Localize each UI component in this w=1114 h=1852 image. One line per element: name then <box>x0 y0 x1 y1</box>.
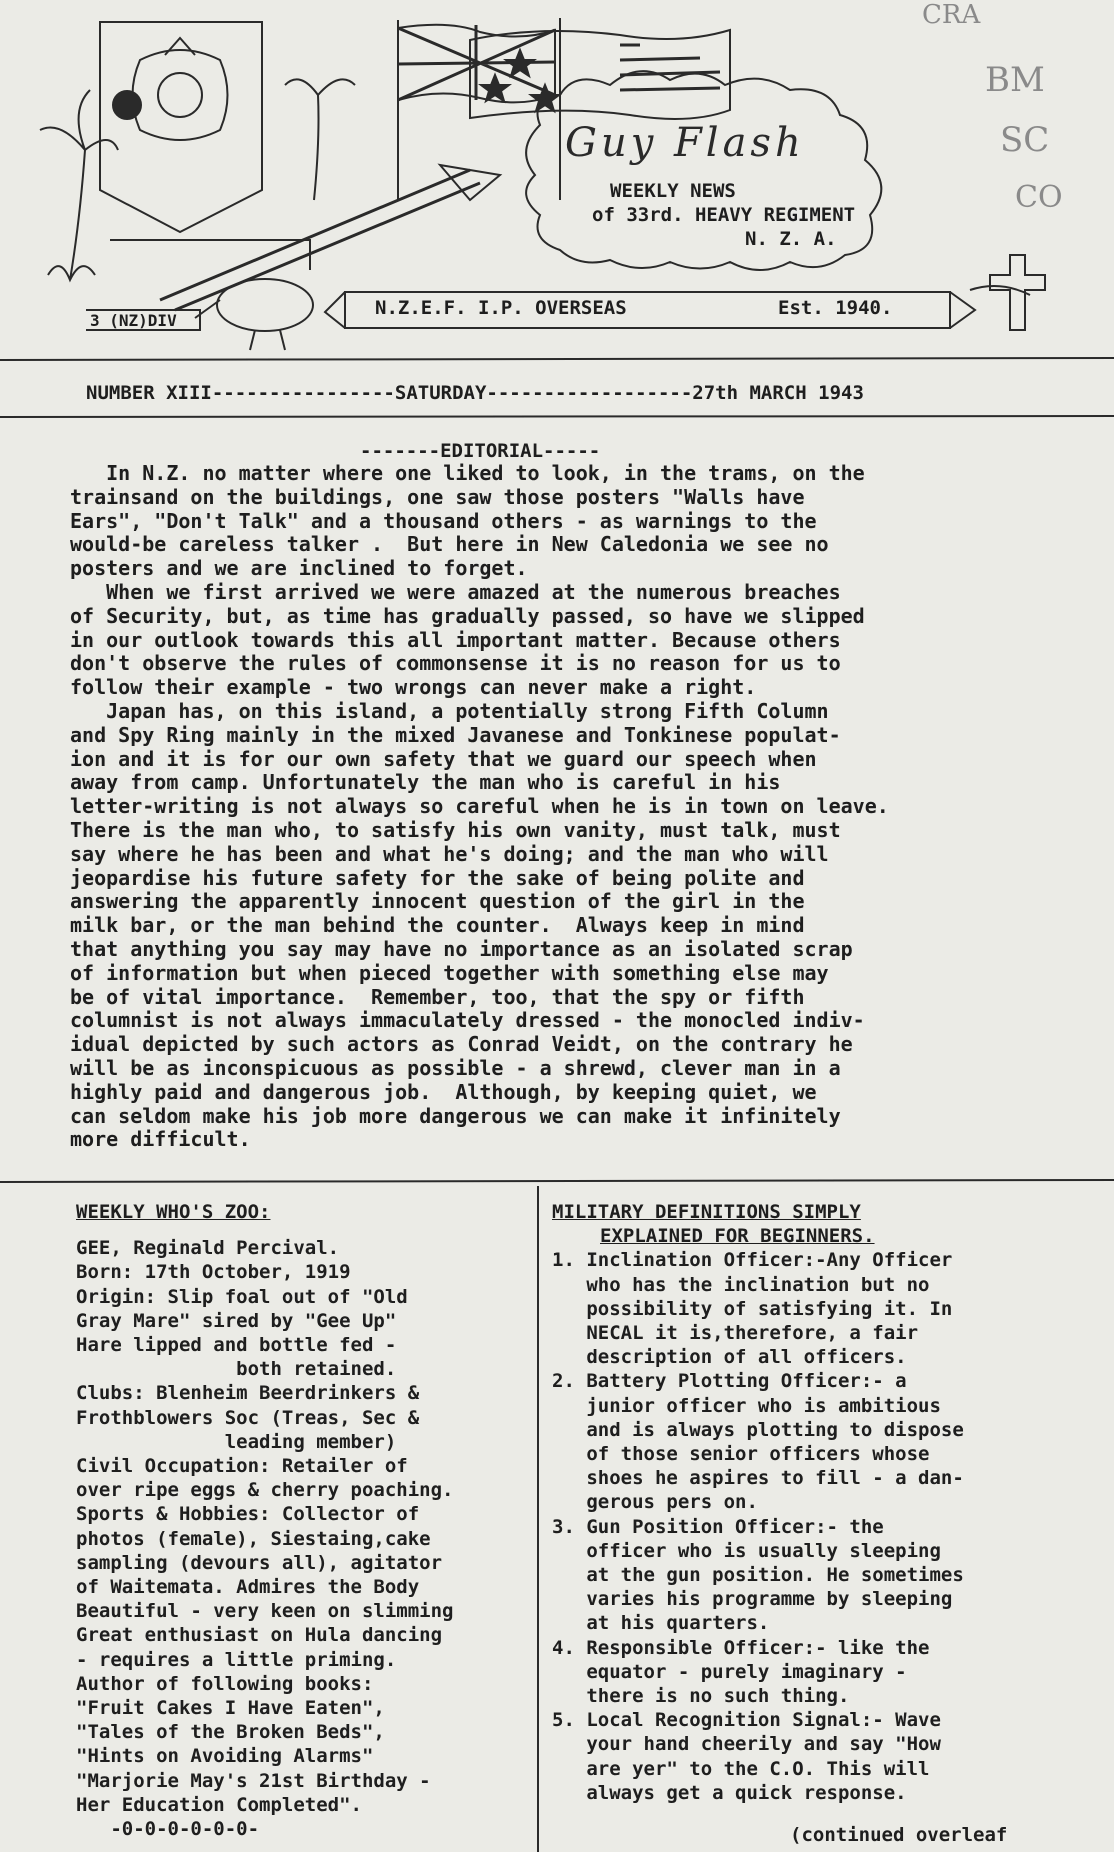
definition-line: 3. Gun Position Officer:- the <box>552 1515 884 1538</box>
editorial-line: and Spy Ring mainly in the mixed Javanese and Tonkinese populat- <box>70 722 841 747</box>
definition-line: equator - purely imaginary - <box>552 1660 907 1683</box>
editorial-line: in our outlook towards this all important matter. Because others <box>70 627 841 652</box>
editorial-line: away from camp. Unfortunately the man who is careful in his <box>70 770 781 795</box>
whos-zoo-line: Hare lipped and bottle fed - <box>76 1334 397 1357</box>
definition-line: 1. Inclination Officer:-Any Officer <box>552 1249 953 1272</box>
definition-line: your hand cheerily and say "How <box>552 1733 941 1756</box>
definition-line: NECAL it is,therefore, a fair <box>552 1322 919 1345</box>
whos-zoo-line: "Marjorie May's 21st Birthday - <box>76 1769 431 1792</box>
editorial-line: would-be careless talker . But here in New Caledonia we see no <box>70 532 829 557</box>
issue-number: NUMBER XIII <box>86 382 212 404</box>
editorial-line: be of vital importance. Remember, too, that the spy or fifth <box>70 984 805 1009</box>
whos-zoo-line: "Tales of the Broken Beds", <box>76 1721 385 1744</box>
whos-zoo-line: leading member) <box>76 1430 397 1453</box>
masthead-subtitle-weekly: WEEKLY NEWS <box>610 180 736 202</box>
whos-zoo-heading: WEEKLY WHO'S ZOO: <box>76 1201 271 1223</box>
editorial-line: follow their example - two wrongs can never make a right. <box>70 675 757 700</box>
editorial-line: jeopardise his future safety for the sake of being polite and <box>70 865 805 890</box>
definition-line: at the gun position. He sometimes <box>552 1564 964 1587</box>
whos-zoo-line: Beautiful - very keen on slimming <box>76 1600 454 1623</box>
editorial-body <box>70 462 1070 1152</box>
definition-line: officer who is usually sleeping <box>552 1539 941 1562</box>
editorial-line: letter-writing is not always so careful when he is in town on leave. <box>70 794 889 819</box>
definition-line: and is always plotting to dispose <box>552 1418 964 1441</box>
definitions-subheading: EXPLAINED FOR BEGINNERS. <box>600 1225 875 1248</box>
editorial-line: highly paid and dangerous job. Although, by keeping quiet, we <box>70 1079 817 1104</box>
editorial-line: don't observe the rules of commonsense it is no reason for us to <box>70 651 841 676</box>
whos-zoo-line: of Waitemata. Admires the Body <box>76 1576 420 1599</box>
whos-zoo-line: Gray Mare" sired by "Gee Up" <box>76 1309 397 1332</box>
whos-zoo-line: Born: 17th October, 1919 <box>76 1261 351 1284</box>
whos-zoo-line: Clubs: Blenheim Beerdrinkers & <box>76 1382 420 1405</box>
editorial-line: ion and it is for our own safety that we guard our speech when <box>70 746 817 771</box>
issue-day: SATURDAY <box>394 382 487 404</box>
definition-line: possibility of satisfying it. In <box>552 1297 953 1320</box>
editorial-line: of Security, but, as time has gradually passed, so have we slipped <box>70 603 865 628</box>
editorial-line: posters and we are inclined to forget. <box>70 556 528 581</box>
whos-zoo-line: Origin: Slip foal out of "Old <box>76 1285 408 1308</box>
editorial-line: columnist is not always immaculately dressed - the monocled indiv- <box>70 1008 865 1033</box>
editorial-line: When we first arrived we were amazed at the numerous breaches <box>70 579 841 604</box>
editorial-line: say where he has been and what he's doing; and the man who will <box>70 841 829 866</box>
handwritten-note-co: CO <box>1015 180 1063 215</box>
kiwi <box>217 279 313 331</box>
cross <box>990 255 1045 330</box>
continued-overleaf: (continued overleaf <box>790 1824 1008 1846</box>
whos-zoo-line: Frothblowers Soc (Treas, Sec & <box>76 1406 420 1429</box>
whos-zoo-line: photos (female), Siestaing,cake <box>76 1527 431 1550</box>
dateline-rule <box>0 414 1114 420</box>
editorial-line: will be as inconspicuous as possible - a shrewd, clever man in a <box>70 1055 841 1080</box>
masthead-subtitle-regiment: of 33rd. HEAVY REGIMENT <box>592 204 856 226</box>
editorial-line: of information but when pieced together with something else may <box>70 960 829 985</box>
handwritten-note-sc: SC <box>1000 120 1050 160</box>
masthead-subtitle-nza: N. Z. A. <box>745 228 837 250</box>
issue-date: 27th MARCH 1943 <box>692 382 864 404</box>
editorial-line: answering the apparently innocent question of the girl in the <box>70 889 805 914</box>
whos-zoo-line: both retained. <box>76 1358 397 1381</box>
whos-zoo-line: Her Education Completed". <box>76 1793 362 1816</box>
definition-line: are yer" to the C.O. This will <box>552 1757 930 1780</box>
whos-zoo-line: - requires a little priming. <box>76 1648 397 1671</box>
editorial-line: Japan has, on this island, a potentially strong Fifth Column <box>70 698 829 723</box>
definition-line: who has the inclination but no <box>552 1273 930 1296</box>
dateline: NUMBER XIII----------------SATURDAY------------------27th MARCH 1943 <box>86 382 864 404</box>
editorial-line: idual depicted by such actors as Conrad Veidt, on the contrary he <box>70 1032 853 1057</box>
masthead-title: Guy Flash <box>565 120 805 166</box>
whos-zoo-line: "Hints on Avoiding Alarms" <box>76 1745 374 1768</box>
definition-line: junior officer who is ambitious <box>552 1394 941 1417</box>
definition-line: always get a quick response. <box>552 1781 907 1804</box>
editorial-line: milk bar, or the man behind the counter. Always keep in mind <box>70 913 805 938</box>
established-label: Est. 1940. <box>778 297 893 319</box>
definition-line: of those senior officers whose <box>552 1443 930 1466</box>
division-label: 3 (NZ)DIV <box>90 311 177 330</box>
editorial-line: more difficult. <box>70 1127 251 1152</box>
definition-line: description of all officers. <box>552 1346 907 1369</box>
definition-line: there is no such thing. <box>552 1685 850 1708</box>
definition-line: 2. Battery Plotting Officer:- a <box>552 1370 907 1393</box>
handwritten-note-cra: CRA <box>922 0 981 30</box>
definition-line: at his quarters. <box>552 1612 770 1635</box>
editorial-line: can seldom make his job more dangerous we can make it infinitely <box>70 1103 841 1128</box>
pennant-shield <box>100 22 262 232</box>
whos-zoo-line: "Fruit Cakes I Have Eaten", <box>76 1697 385 1720</box>
definition-line: 4. Responsible Officer:- like the <box>552 1636 930 1659</box>
definition-line: gerous pers on. <box>552 1491 758 1514</box>
definition-line: 5. Local Recognition Signal:- Wave <box>552 1709 941 1732</box>
whos-zoo-line: Great enthusiast on Hula dancing <box>76 1624 443 1647</box>
editorial-line: Ears", "Don't Talk" and a thousand others - as warnings to the <box>70 508 817 533</box>
whos-zoo-line: Sports & Hobbies: Collector of <box>76 1503 420 1526</box>
palm-tree <box>40 90 118 280</box>
editorial-line: There is the man who, to satisfy his own vanity, must talk, must <box>70 817 841 842</box>
whos-zoo-line: over ripe eggs & cherry poaching. <box>76 1479 454 1502</box>
editorial-heading: -------EDITORIAL----- <box>360 440 601 462</box>
definitions-column <box>552 1200 1052 1805</box>
definition-line: varies his programme by sleeping <box>552 1588 953 1611</box>
handwritten-note-bm: BM <box>985 60 1045 100</box>
whos-zoo-line: sampling (devours all), agitator <box>76 1551 443 1574</box>
editorial-line: In N.Z. no matter where one liked to look, in the trams, on the <box>70 461 865 485</box>
whos-zoo-column <box>76 1200 546 1841</box>
editorial-line: that anything you say may have no importance as an isolated scrap <box>70 936 853 961</box>
whos-zoo-line: Author of following books: <box>76 1672 374 1695</box>
overseas-label: N.Z.E.F. I.P. OVERSEAS <box>375 297 627 319</box>
whos-zoo-separator: -0-0-0-0-0-0- <box>76 1818 260 1841</box>
whos-zoo-line: GEE, Reginald Percival. <box>76 1237 340 1260</box>
whos-zoo-line: Civil Occupation: Retailer of <box>76 1455 408 1478</box>
definitions-heading: MILITARY DEFINITIONS SIMPLY <box>552 1201 861 1223</box>
definition-line: shoes he aspires to fill - a dan- <box>552 1467 964 1490</box>
editorial-line: trainsand on the buildings, one saw those posters "Walls have <box>70 484 805 509</box>
